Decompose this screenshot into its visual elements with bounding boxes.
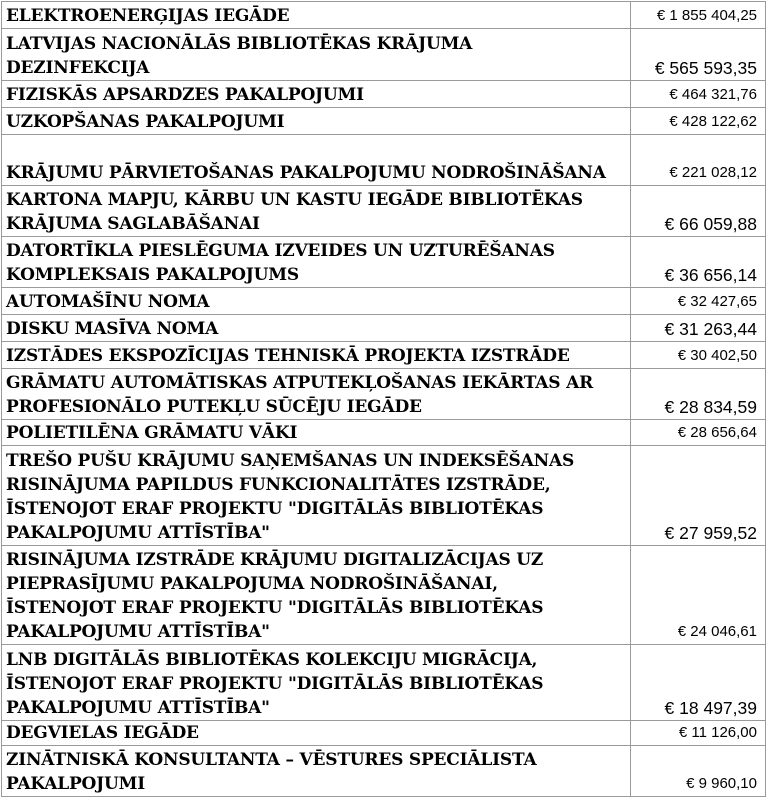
item-name: KRĀJUMU PĀRVIETOŠANAS PAKALPOJUMU NODROŠINĀŠANA [2,135,631,186]
item-amount: € 9 960,10 [631,746,766,797]
table-row [2,237,766,288]
table-row [2,446,766,546]
item-amount: € 565 593,35 [631,29,766,81]
item-amount: € 36 656,14 [631,237,766,288]
item-name: UZKOPŠANAS PAKALPOJUMI [2,108,631,135]
item-name: RISINĀJUMA IZSTRĀDE KRĀJUMU DIGITALIZĀCIJAS UZ PIEPRASĪJUMU PAKALPOJUMA NODROŠINĀŠANAI, ĪSTENOJOT ERAF PROJEKTU "DIGITĀLĀS BIBLIOTĒKAS PAKALPOJUMU ATTĪSTĪBA" [2,546,631,645]
item-amount: € 11 126,00 [631,721,766,746]
item-amount: € 428 122,62 [631,108,766,135]
item-name: LATVIJAS NACIONĀLĀS BIBLIOTĒKAS KRĀJUMA DEZINFEKCIJA [2,29,631,81]
table-row [2,288,766,315]
item-amount: € 28 834,59 [631,369,766,420]
table-row [2,186,766,237]
table-row [2,2,766,29]
item-name: ELEKTROENERĢIJAS IEGĀDE [2,2,631,29]
item-amount: € 1 855 404,25 [631,2,766,29]
table-row [2,645,766,721]
table-row [2,315,766,342]
table-row [2,108,766,135]
item-amount: € 464 321,76 [631,81,766,108]
table-row [2,746,766,797]
item-amount: € 27 959,52 [631,446,766,546]
item-name: DISKU MASĪVA NOMA [2,315,631,342]
item-amount: € 32 427,65 [631,288,766,315]
item-amount: € 18 497,39 [631,645,766,721]
item-name: TREŠO PUŠU KRĀJUMU SAŅEMŠANAS UN INDEKSĒŠANAS RISINĀJUMA PAPILDUS FUNKCIONALITĀTES IZSTRĀDE, ĪSTENOJOT ERAF PROJEKTU "DIGITĀLĀS BIBLIOTĒKAS PAKALPOJUMU ATTĪSTĪBA" [2,446,631,546]
item-name: IZSTĀDES EKSPOZĪCIJAS TEHNISKĀ PROJEKTA IZSTRĀDE [2,342,631,369]
table-row [2,81,766,108]
item-amount: € 31 263,44 [631,315,766,342]
item-name: FIZISKĀS APSARDZES PAKALPOJUMI [2,81,631,108]
table-row [2,546,766,645]
table-row [2,342,766,369]
table-row [2,721,766,746]
item-name: ZINĀTNISKĀ KONSULTANTA – VĒSTURES SPECIĀLISTA PAKALPOJUMI [2,746,631,797]
item-amount: € 24 046,61 [631,546,766,645]
item-amount: € 28 656,64 [631,420,766,446]
item-name: POLIETILĒNA GRĀMATU VĀKI [2,420,631,446]
item-amount: € 66 059,88 [631,186,766,237]
item-amount: € 221 028,12 [631,135,766,186]
table-row [2,420,766,446]
procurement-table [1,1,766,797]
table-row [2,135,766,186]
item-name: LNB DIGITĀLĀS BIBLIOTĒKAS KOLEKCIJU MIGRĀCIJA, ĪSTENOJOT ERAF PROJEKTU "DIGITĀLĀS BIBLIOTĒKAS PAKALPOJUMU ATTĪSTĪBA" [2,645,631,721]
item-amount: € 30 402,50 [631,342,766,369]
table-row [2,29,766,81]
item-name: GRĀMATU AUTOMĀTISKAS ATPUTEKĻOŠANAS IEKĀRTAS AR PROFESIONĀLO PUTEKĻU SŪCĒJU IEGĀDE [2,369,631,420]
table-row [2,369,766,420]
item-name: AUTOMAŠĪNU NOMA [2,288,631,315]
item-name: KARTONA MAPJU, KĀRBU UN KASTU IEGĀDE BIBLIOTĒKAS KRĀJUMA SAGLABĀŠANAI [2,186,631,237]
item-name: DEGVIELAS IEGĀDE [2,721,631,746]
item-name: DATORTĪKLA PIESLĒGUMA IZVEIDES UN UZTURĒŠANAS KOMPLEKSAIS PAKALPOJUMS [2,237,631,288]
